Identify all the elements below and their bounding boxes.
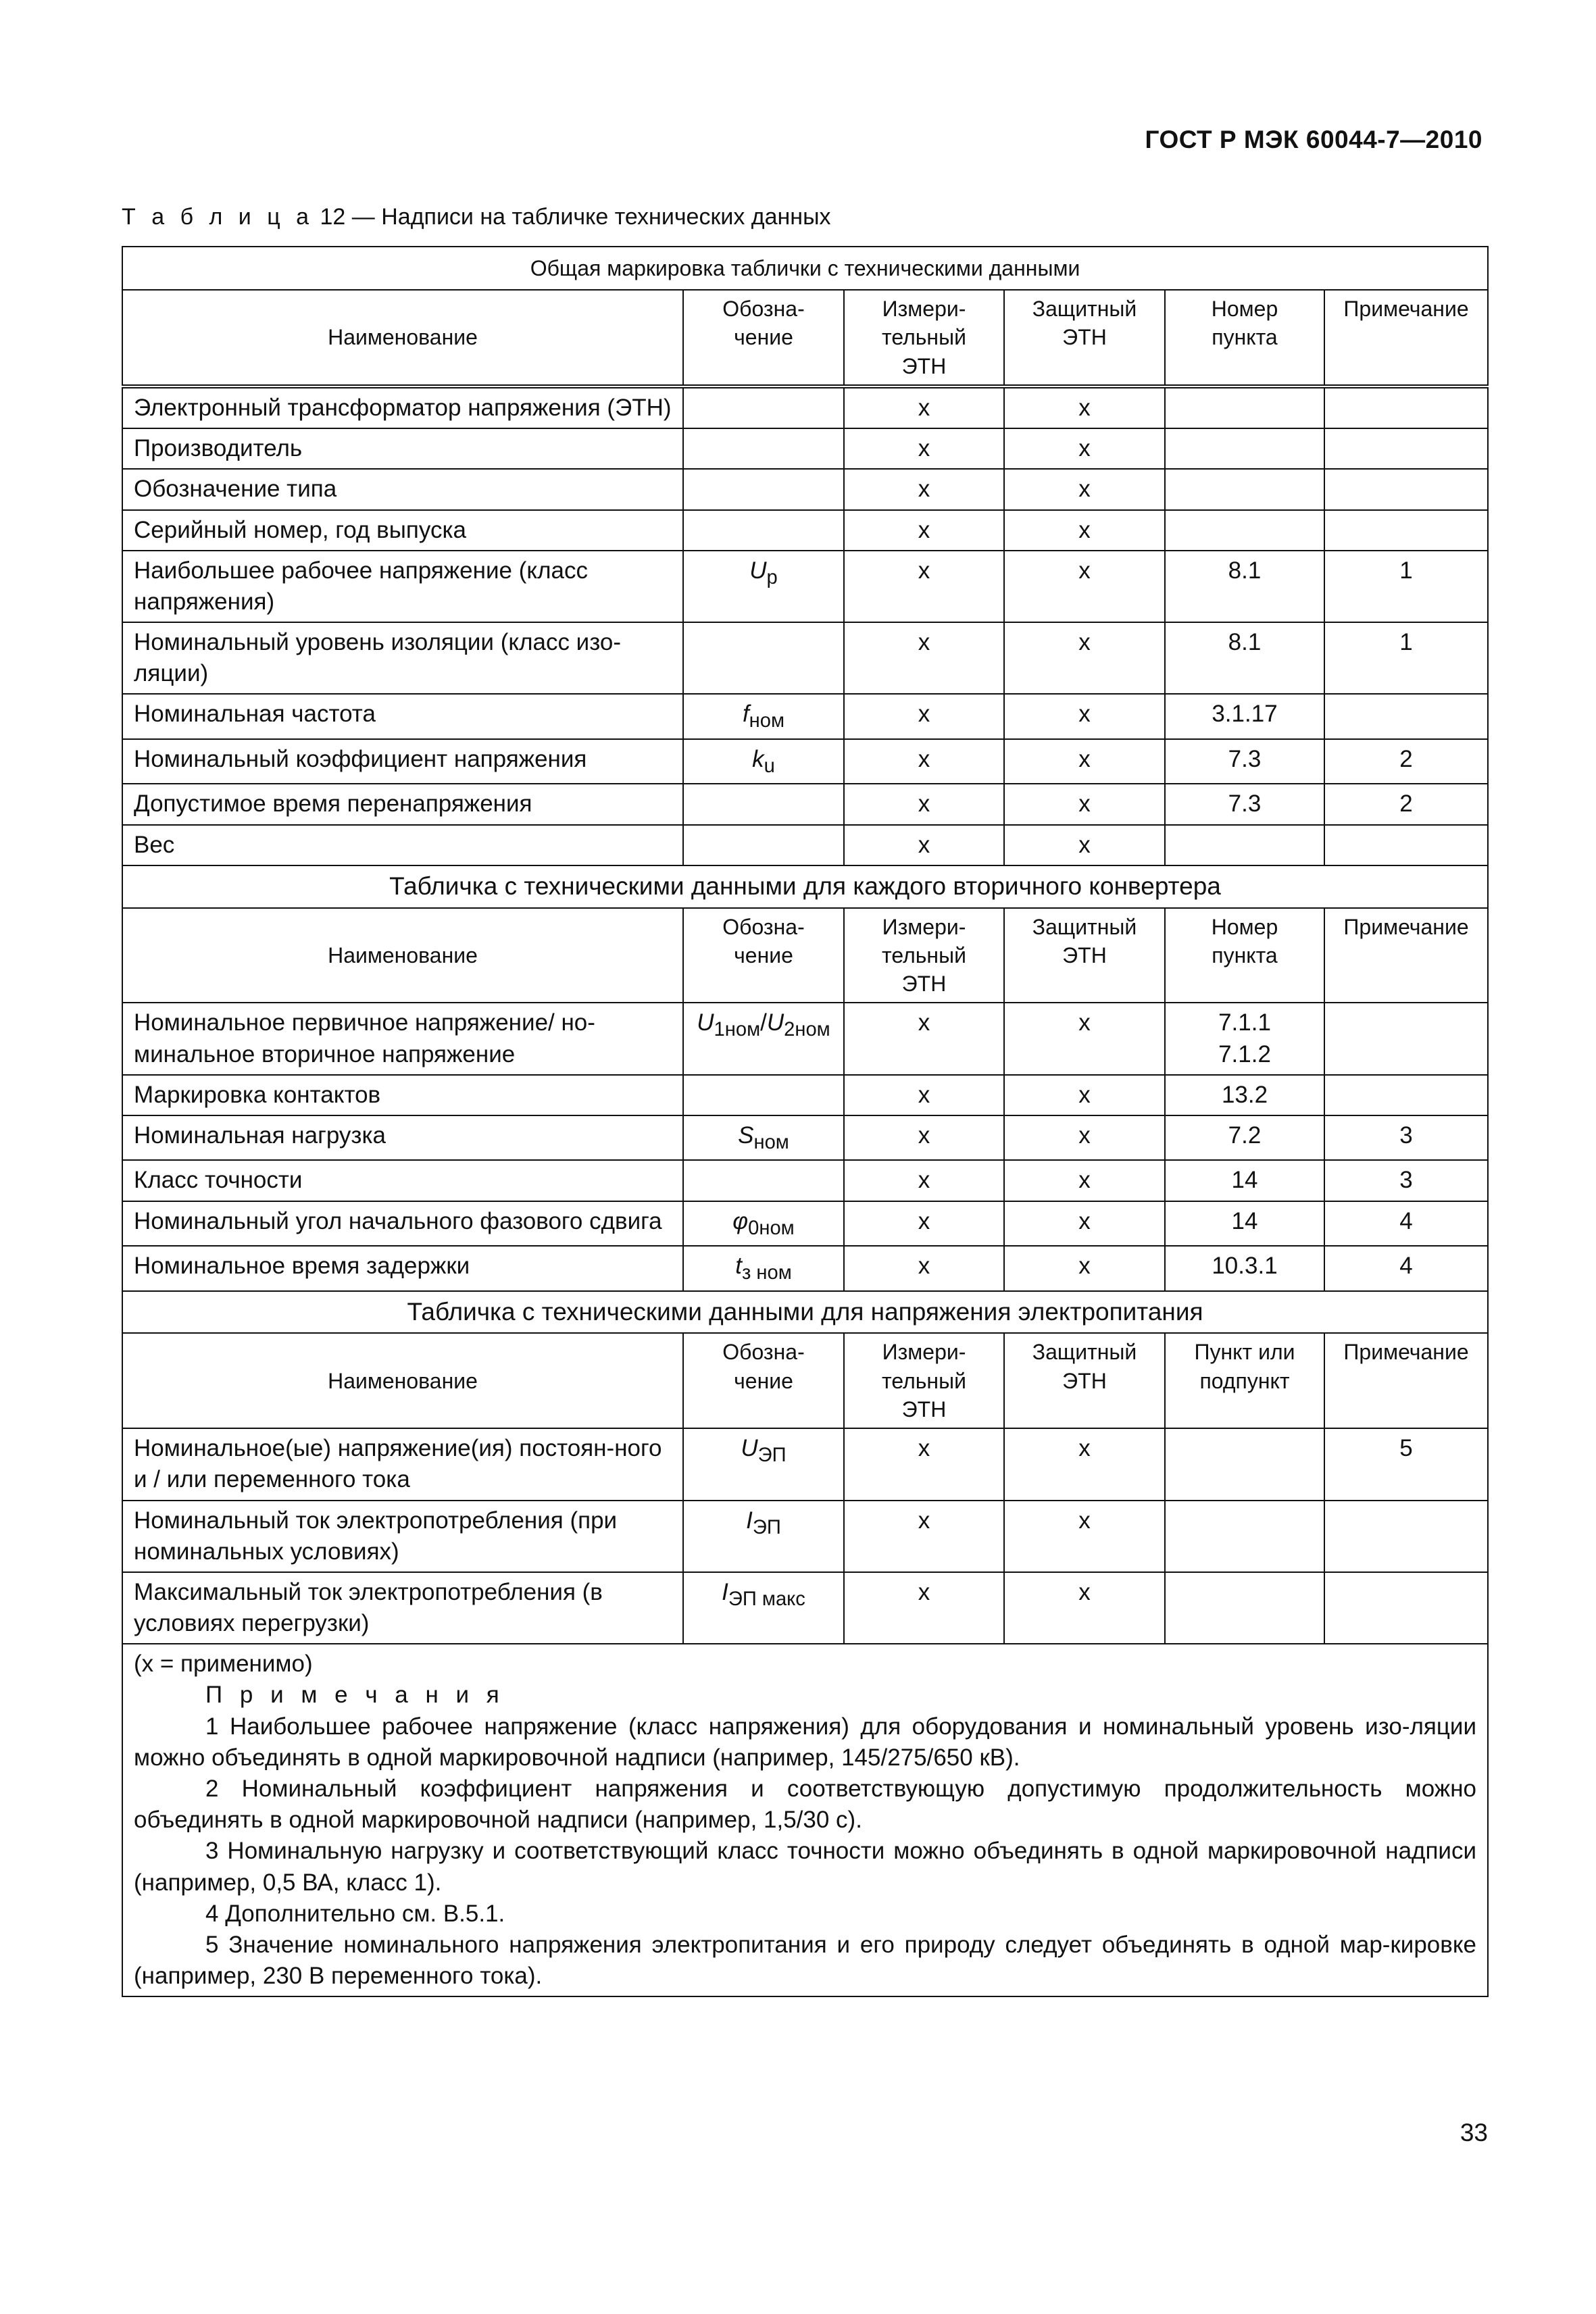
header-name: Наименование — [122, 1333, 683, 1428]
row-symbol — [683, 1115, 844, 1161]
table-row — [122, 1246, 1488, 1291]
row-measuring-mark: x — [844, 694, 1004, 739]
note-item-1: 1 Наибольшее рабочее напряжение (класс напряжения) для оборудования и номинальный уровень изо-ляции можно объединять в одной маркировочной надписи (например, 145/275/650 кВ). — [134, 1713, 1477, 1771]
row-name: Номинальный коэффициент напряжения — [122, 739, 683, 784]
symbol-letter: U — [749, 557, 767, 584]
row-protective-mark: x — [1004, 784, 1165, 824]
table-caption-text: — Надписи на табличке технических данных — [351, 204, 831, 230]
symbol-subscript: p — [766, 566, 778, 588]
row-symbol — [683, 1501, 844, 1572]
header-symbol: Обозна- чение — [683, 908, 844, 1003]
table-row — [122, 510, 1488, 551]
row-protective-mark: x — [1004, 1428, 1165, 1500]
row-measuring-mark: x — [844, 551, 1004, 622]
row-symbol — [683, 428, 844, 469]
symbol-letter: I — [722, 1578, 728, 1605]
table-caption-number: 12 — [320, 204, 346, 230]
header-measuring: Измери- тельный ЭТН — [844, 908, 1004, 1003]
symbol-subscript: ном — [753, 1131, 789, 1153]
symbol-letter: k — [752, 745, 764, 772]
row-protective-mark: x — [1004, 510, 1165, 551]
table-row — [122, 1428, 1488, 1500]
row-clause: 7.3 — [1165, 784, 1324, 824]
row-symbol — [683, 1201, 844, 1247]
column-header-row — [122, 1333, 1488, 1428]
document-designation: ГОСТ Р МЭК 60044-7—2010 — [1145, 126, 1482, 153]
row-symbol — [683, 784, 844, 824]
row-name: Маркировка контактов — [122, 1075, 683, 1115]
row-measuring-mark: x — [844, 1572, 1004, 1644]
row-protective-mark: x — [1004, 1115, 1165, 1161]
header-clause: Пункт или подпункт — [1165, 1333, 1324, 1428]
symbol-letter: U — [697, 1009, 714, 1036]
row-name: Номинальное время задержки — [122, 1246, 683, 1291]
applicability-legend: (x = применимо) — [134, 1651, 313, 1678]
row-symbol — [683, 1160, 844, 1201]
symbol-subscript: ЭП макс — [728, 1588, 805, 1610]
notes-block — [122, 1644, 1488, 1996]
symbol-subscript: 0ном — [748, 1217, 795, 1239]
technical-data-table — [122, 246, 1489, 1997]
symbol-subscript: ЭП — [757, 1444, 787, 1467]
section-title-row — [122, 247, 1488, 290]
symbol-letter-2: U — [766, 1009, 784, 1036]
row-name: Номинальное первичное напряжение/ но-минальное вторичное напряжение — [122, 1003, 683, 1074]
section-title-row — [122, 865, 1488, 908]
row-note: 5 — [1324, 1428, 1488, 1500]
row-measuring-mark: x — [844, 1160, 1004, 1201]
row-note: 1 — [1324, 551, 1488, 622]
row-protective-mark: x — [1004, 1160, 1165, 1201]
row-clause: 7.2 — [1165, 1115, 1324, 1161]
row-symbol — [683, 1075, 844, 1115]
header-protective: Защитный ЭТН — [1004, 908, 1165, 1003]
table-row — [122, 428, 1488, 469]
row-measuring-mark: x — [844, 1003, 1004, 1074]
table-row — [122, 1201, 1488, 1247]
header-protective: Защитный ЭТН — [1004, 290, 1165, 386]
table-row — [122, 1115, 1488, 1161]
row-clause — [1165, 1572, 1324, 1644]
row-name: Обозначение типа — [122, 469, 683, 509]
row-note: 2 — [1324, 784, 1488, 824]
table-row — [122, 694, 1488, 739]
row-note — [1324, 510, 1488, 551]
symbol-letter: φ — [732, 1207, 749, 1234]
row-clause — [1165, 510, 1324, 551]
row-name: Допустимое время перенапряжения — [122, 784, 683, 824]
table-row — [122, 739, 1488, 784]
header-symbol: Обозна- чение — [683, 290, 844, 386]
row-symbol — [683, 1246, 844, 1291]
row-protective-mark: x — [1004, 551, 1165, 622]
row-name: Наибольшее рабочее напряжение (класс напряжения) — [122, 551, 683, 622]
row-clause: 7.1.1 7.1.2 — [1165, 1003, 1324, 1074]
header-measuring: Измери- тельный ЭТН — [844, 290, 1004, 386]
symbol-subscript: ЭП — [752, 1516, 781, 1538]
header-name: Наименование — [122, 908, 683, 1003]
row-clause — [1165, 428, 1324, 469]
row-name: Серийный номер, год выпуска — [122, 510, 683, 551]
row-clause — [1165, 825, 1324, 865]
row-symbol — [683, 694, 844, 739]
row-clause — [1165, 1428, 1324, 1500]
row-protective-mark: x — [1004, 1003, 1165, 1074]
table-row — [122, 1075, 1488, 1115]
row-measuring-mark: x — [844, 1428, 1004, 1500]
symbol-letter: I — [746, 1507, 753, 1534]
row-name: Номинальный угол начального фазового сдвига — [122, 1201, 683, 1247]
table-caption-prefix: Т а б л и ц а — [122, 204, 314, 230]
header-clause: Номер пункта — [1165, 908, 1324, 1003]
row-symbol — [683, 1428, 844, 1500]
symbol-letter: U — [741, 1435, 758, 1462]
row-note: 2 — [1324, 739, 1488, 784]
table-row — [122, 825, 1488, 865]
table-row — [122, 1501, 1488, 1572]
row-note: 4 — [1324, 1246, 1488, 1291]
notes-heading: П р и м е ч а н и я — [205, 1682, 505, 1709]
row-measuring-mark: x — [844, 1075, 1004, 1115]
note-item-3: 3 Номинальную нагрузку и соответствующий класс точности можно объединять в одной маркировочной надписи (например, 0,5 ВА, класс 1). — [134, 1838, 1477, 1896]
row-clause: 13.2 — [1165, 1075, 1324, 1115]
row-name: Номинальный ток электропотребления (при номинальных условиях) — [122, 1501, 683, 1572]
row-clause: 14 — [1165, 1201, 1324, 1247]
row-note — [1324, 386, 1488, 428]
symbol-letter: t — [735, 1253, 742, 1280]
row-measuring-mark: x — [844, 469, 1004, 509]
table-row — [122, 622, 1488, 694]
header-measuring: Измери- тельный ЭТН — [844, 1333, 1004, 1428]
section-title: Табличка с техническими данными для напряжения электропитания — [122, 1291, 1488, 1334]
header-protective: Защитный ЭТН — [1004, 1333, 1165, 1428]
row-clause: 7.3 — [1165, 739, 1324, 784]
row-measuring-mark: x — [844, 1115, 1004, 1161]
row-clause — [1165, 1501, 1324, 1572]
page-number: 33 — [1460, 2119, 1488, 2146]
row-measuring-mark: x — [844, 784, 1004, 824]
note-item-4: 4 Дополнительно см. В.5.1. — [205, 1900, 505, 1927]
row-protective-mark: x — [1004, 694, 1165, 739]
row-clause — [1165, 386, 1324, 428]
row-protective-mark: x — [1004, 739, 1165, 784]
row-symbol — [683, 739, 844, 784]
symbol-subscript: 1ном — [714, 1019, 761, 1041]
header-symbol: Обозна- чение — [683, 1333, 844, 1428]
row-protective-mark: x — [1004, 1572, 1165, 1644]
table-row — [122, 386, 1488, 428]
symbol-letter: f — [742, 701, 749, 728]
row-protective-mark: x — [1004, 1501, 1165, 1572]
symbol-letter: S — [738, 1122, 754, 1149]
row-clause: 3.1.17 — [1165, 694, 1324, 739]
row-symbol — [683, 469, 844, 509]
row-note: 1 — [1324, 622, 1488, 694]
row-clause — [1165, 469, 1324, 509]
symbol-subscript: u — [764, 755, 775, 777]
row-protective-mark: x — [1004, 622, 1165, 694]
row-name: Номинальная частота — [122, 694, 683, 739]
row-protective-mark: x — [1004, 1201, 1165, 1247]
row-measuring-mark: x — [844, 825, 1004, 865]
row-symbol — [683, 622, 844, 694]
row-measuring-mark: x — [844, 739, 1004, 784]
row-name: Производитель — [122, 428, 683, 469]
row-measuring-mark: x — [844, 428, 1004, 469]
row-measuring-mark: x — [844, 386, 1004, 428]
table-row — [122, 1003, 1488, 1074]
row-note — [1324, 1075, 1488, 1115]
row-clause: 10.3.1 — [1165, 1246, 1324, 1291]
row-note: 3 — [1324, 1160, 1488, 1201]
row-name: Номинальная нагрузка — [122, 1115, 683, 1161]
row-protective-mark: x — [1004, 469, 1165, 509]
table-row — [122, 784, 1488, 824]
row-note — [1324, 428, 1488, 469]
row-protective-mark: x — [1004, 428, 1165, 469]
table-row — [122, 469, 1488, 509]
row-name: Номинальное(ые) напряжение(ия) постоян-ного и / или переменного тока — [122, 1428, 683, 1500]
section-title-row — [122, 1291, 1488, 1334]
header-note: Примечание — [1324, 1333, 1488, 1428]
note-item-5: 5 Значение номинального напряжения электропитания и его природу следует объединять в одной мар-кировке (например, 230 В переменного тока). — [134, 1931, 1477, 1990]
row-measuring-mark: x — [844, 622, 1004, 694]
note-item-2: 2 Номинальный коэффициент напряжения и соответствующую допустимую продолжительность можно объединять в одной маркировочной надписи (например, 1,5/30 с). — [134, 1776, 1477, 1834]
row-symbol — [683, 386, 844, 428]
row-note — [1324, 1501, 1488, 1572]
row-name: Максимальный ток электропотребления (в условиях перегрузки) — [122, 1572, 683, 1644]
row-measuring-mark: x — [844, 1201, 1004, 1247]
header-name: Наименование — [122, 290, 683, 386]
row-measuring-mark: x — [844, 1246, 1004, 1291]
symbol-subscript-2: 2ном — [784, 1019, 830, 1041]
row-note — [1324, 469, 1488, 509]
table-row — [122, 1572, 1488, 1644]
row-name: Номинальный уровень изоляции (класс изо-ляции) — [122, 622, 683, 694]
row-note — [1324, 1572, 1488, 1644]
header-clause: Номер пункта — [1165, 290, 1324, 386]
row-clause: 14 — [1165, 1160, 1324, 1201]
row-symbol — [683, 551, 844, 622]
header-note: Примечание — [1324, 908, 1488, 1003]
table-row — [122, 1160, 1488, 1201]
header-note: Примечание — [1324, 290, 1488, 386]
column-header-row — [122, 290, 1488, 386]
row-symbol — [683, 510, 844, 551]
symbol-subscript: з ном — [741, 1262, 792, 1284]
row-clause: 8.1 — [1165, 551, 1324, 622]
section-title: Табличка с техническими данными для каждого вторичного конвертера — [122, 865, 1488, 908]
row-symbol: $U_{1ном}/U_{2ном}$ — [683, 1003, 844, 1074]
row-measuring-mark: x — [844, 1501, 1004, 1572]
row-protective-mark: x — [1004, 1075, 1165, 1115]
row-note — [1324, 694, 1488, 739]
row-protective-mark: x — [1004, 386, 1165, 428]
row-name: Вес — [122, 825, 683, 865]
row-name: Электронный трансформатор напряжения (ЭТН) — [122, 386, 683, 428]
row-protective-mark: x — [1004, 1246, 1165, 1291]
table-row — [122, 551, 1488, 622]
row-note: 4 — [1324, 1201, 1488, 1247]
row-note — [1324, 1003, 1488, 1074]
column-header-row — [122, 908, 1488, 1003]
symbol-subscript: ном — [749, 710, 785, 732]
row-protective-mark: x — [1004, 825, 1165, 865]
table-caption — [122, 204, 831, 230]
row-note — [1324, 825, 1488, 865]
row-name: Класс точности — [122, 1160, 683, 1201]
row-symbol — [683, 1572, 844, 1644]
row-symbol — [683, 825, 844, 865]
row-note: 3 — [1324, 1115, 1488, 1161]
section-title: Общая маркировка таблички с техническими данными — [122, 247, 1488, 290]
row-clause: 8.1 — [1165, 622, 1324, 694]
row-measuring-mark: x — [844, 510, 1004, 551]
